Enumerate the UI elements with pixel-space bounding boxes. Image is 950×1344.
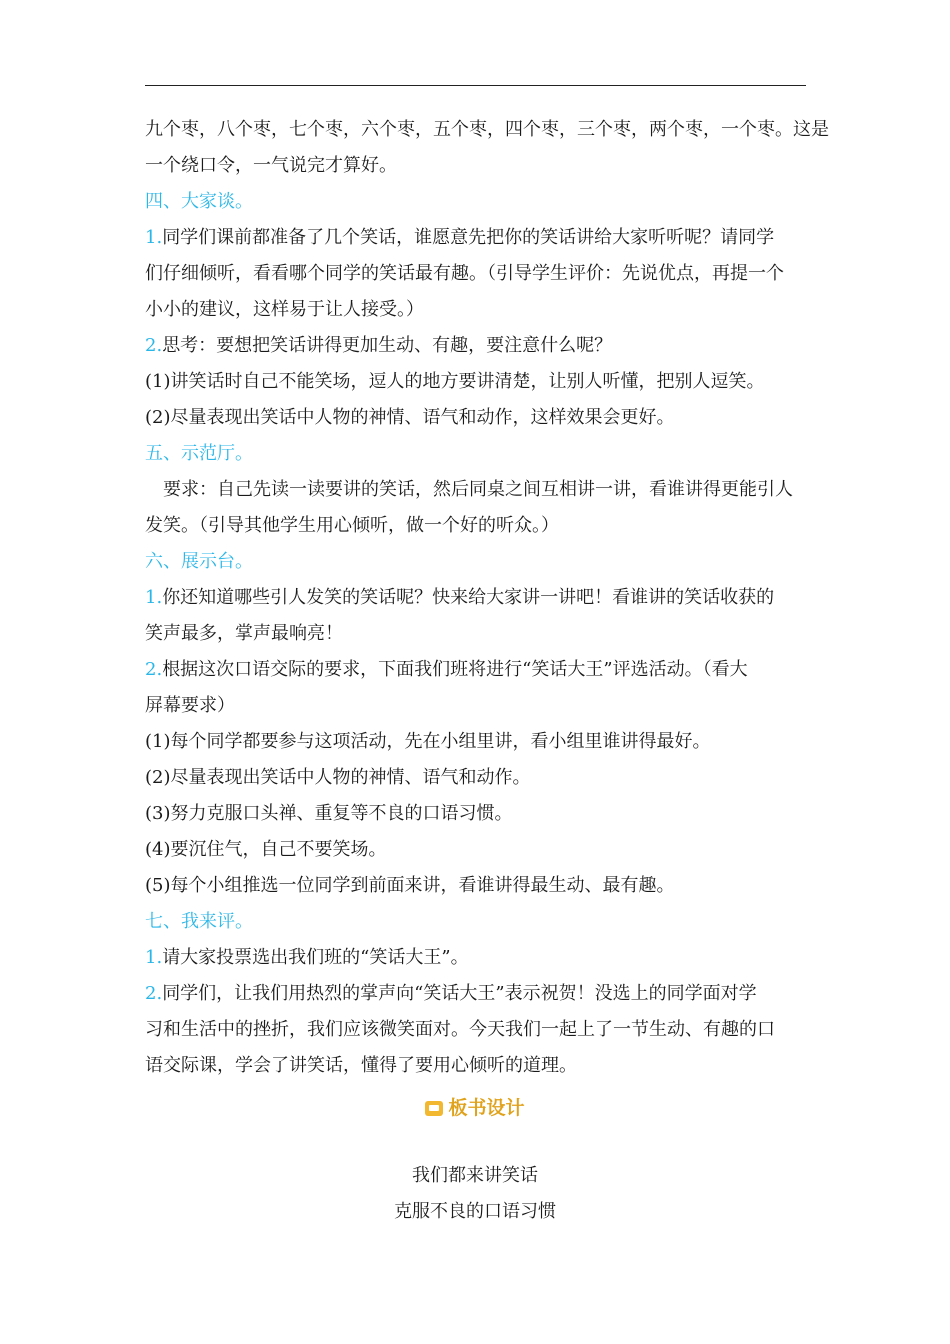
line-text: 同学们，让我们用热烈的掌声向“笑话大王”表示祝贺！没选上的同学面对学	[162, 983, 757, 1004]
item-number: 2.	[145, 983, 163, 1004]
line-text: 一个绕口令，一气说完才算好。	[145, 155, 397, 176]
line-text: 你还知道哪些引人发笑的笑话呢？快来给大家讲一讲吧！看谁讲的笑话收获的	[162, 587, 775, 608]
item-number: 1.	[145, 947, 163, 968]
section-heading	[145, 904, 810, 940]
line-text: 发笑。（引导其他学生用心倾听，做一个好的听众。）	[145, 515, 559, 536]
text-line	[145, 940, 810, 976]
text-line	[145, 148, 810, 184]
text-line	[145, 292, 810, 328]
board-title-text: 板书设计	[448, 1097, 525, 1119]
line-text: 九个枣，八个枣，七个枣，六个枣，五个枣，四个枣，三个枣，两个枣，一个枣。这是	[145, 119, 829, 140]
text-line	[145, 220, 810, 256]
text-line	[145, 616, 810, 652]
line-text: 小小的建议，这样易于让人接受。）	[145, 299, 424, 320]
line-text: 四、大家谈。	[145, 191, 253, 212]
line-text: (5)每个小组推选一位同学到前面来讲，看谁讲得最生动、最有趣。	[145, 875, 675, 896]
text-line	[145, 1012, 810, 1048]
text-line	[145, 580, 810, 616]
text-line	[145, 688, 810, 724]
lesson-content	[145, 112, 829, 1084]
line-text: 要求：自己先读一读要讲的笑话，然后同桌之间互相讲一讲，看谁讲得更能引人	[163, 479, 793, 500]
line-text: 思考：要想把笑话讲得更加生动、有趣，要注意什么呢？	[162, 335, 613, 356]
text-line	[145, 832, 810, 868]
section-heading	[145, 436, 810, 472]
board-design-title	[0, 1093, 950, 1120]
text-line	[145, 1048, 810, 1084]
line-text: 根据这次口语交际的要求，下面我们班将进行“笑话大王”评选活动。（看大	[162, 659, 748, 680]
text-line	[145, 508, 810, 544]
line-text: 笑声最多，掌声最响亮！	[145, 623, 343, 644]
line-text: 语交际课，学会了讲笑话，懂得了要用心倾听的道理。	[145, 1055, 577, 1076]
line-text: (1)讲笑话时自己不能笑场，逗人的地方要讲清楚，让别人听懂，把别人逗笑。	[145, 371, 765, 392]
text-line	[145, 400, 810, 436]
line-text: (3)努力克服口头禅、重复等不良的口语习惯。	[145, 803, 513, 824]
board-line-1: 我们都来讲笑话	[412, 1165, 538, 1186]
board-line-2: 克服不良的口语习惯	[394, 1201, 556, 1222]
line-text: (4)要沉住气，自己不要笑场。	[145, 839, 387, 860]
text-line	[145, 364, 810, 400]
text-line	[145, 256, 810, 292]
line-text: 习和生活中的挫折，我们应该微笑面对。今天我们一起上了一节生动、有趣的口	[145, 1019, 775, 1040]
item-number: 2.	[145, 335, 163, 356]
line-text: 同学们课前都准备了几个笑话，谁愿意先把你的笑话讲给大家听听呢？请同学	[162, 227, 775, 248]
item-number: 2.	[145, 659, 163, 680]
line-text: 请大家投票选出我们班的“笑话大王”。	[162, 947, 469, 968]
section-heading	[145, 544, 810, 580]
header-rule	[145, 85, 806, 86]
item-number: 1.	[145, 587, 163, 608]
text-line	[145, 328, 810, 364]
text-line	[145, 760, 810, 796]
line-text: (1)每个同学都要参与这项活动，先在小组里讲，看小组里谁讲得最好。	[145, 731, 711, 752]
text-line	[145, 796, 810, 832]
line-text: (2)尽量表现出笑话中人物的神情、语气和动作，这样效果会更好。	[145, 407, 675, 428]
text-line	[145, 724, 810, 760]
line-text: 们仔细倾听，看看哪个同学的笑话最有趣。（引导学生评价：先说优点，再提一个	[145, 263, 784, 284]
line-text: 屏幕要求）	[145, 695, 235, 716]
line-text: 六、展示台。	[145, 551, 253, 572]
line-text: (2)尽量表现出笑话中人物的神情、语气和动作。	[145, 767, 531, 788]
line-text: 七、我来评。	[145, 911, 253, 932]
item-number: 1.	[145, 227, 163, 248]
line-text: 五、示范厅。	[145, 443, 253, 464]
text-line	[145, 976, 810, 1012]
board-icon	[425, 1101, 443, 1116]
section-heading	[145, 184, 810, 220]
text-line	[145, 112, 829, 148]
text-line	[145, 472, 810, 508]
text-line	[145, 868, 810, 904]
text-line	[145, 652, 810, 688]
